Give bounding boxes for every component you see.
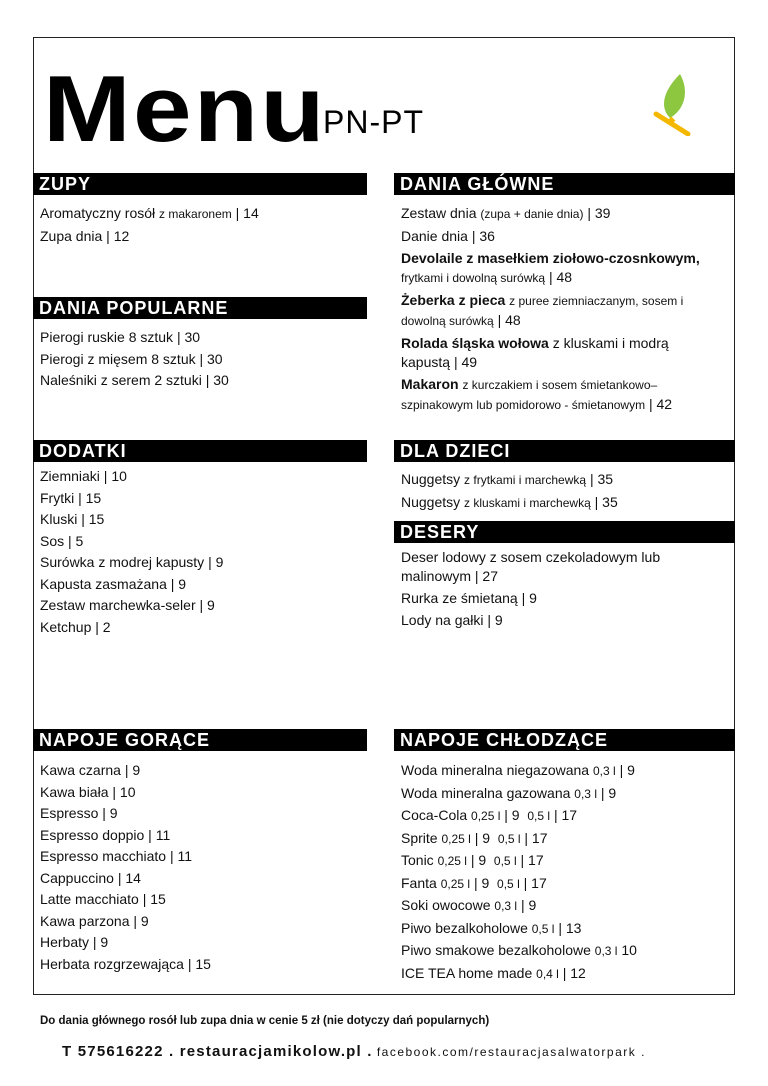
footer-note: Do dania głównego rosół lub zupa dnia w cenie 5 zł (nie dotyczy dań popularnych) — [40, 1015, 490, 1027]
list-item: Kapusta zasmażana | 9 — [40, 575, 187, 592]
item-price: | 17 — [524, 829, 548, 846]
item-size: 0,25 l — [440, 876, 471, 891]
item-name: Zestaw dnia — [401, 205, 477, 221]
list-item — [401, 204, 731, 224]
list-item: Espresso doppio | 11 — [40, 826, 171, 843]
desery-heading: DESERY — [394, 521, 735, 543]
list-item — [401, 783, 731, 806]
item-size: 0,5 l — [531, 921, 555, 936]
footer-phone-website: T 575616222 . restauracjamikolow.pl . — [62, 1043, 373, 1060]
item-price: | 42 — [648, 396, 673, 412]
list-item: Pierogi ruskie 8 sztuk | 30 — [40, 329, 201, 345]
item-price: | 12 — [106, 227, 130, 244]
dzieci-list — [401, 469, 731, 514]
glowne-list — [401, 204, 731, 418]
zupy-list — [40, 203, 360, 247]
list-item — [401, 940, 731, 963]
leaf-logo-icon — [650, 70, 696, 136]
item-name: Żeberka z pieca — [401, 292, 506, 308]
item-size: 0,25 l — [471, 809, 501, 823]
list-item: Kawa parzona | 9 — [40, 912, 149, 929]
item-size: 0,5 l — [497, 876, 520, 891]
list-item: Espresso | 9 — [40, 805, 118, 821]
dzieci-heading: DLA DZIECI — [394, 440, 735, 462]
item-name: Woda mineralna niegazowana — [401, 762, 590, 778]
list-item — [401, 918, 731, 941]
item-size: 0,3 l — [494, 899, 518, 913]
item-detail: z frytkami i marchewką — [464, 473, 587, 487]
item-price: | 49 — [453, 354, 478, 370]
list-item: Deser lodowy z sosem czekoladowym lub malinowym | 27 — [401, 549, 661, 584]
dodatki-list — [40, 466, 360, 638]
list-item: Espresso macchiato | 11 — [40, 848, 193, 864]
list-item: Frytki | 15 — [40, 489, 102, 506]
list-item: Surówka z modrej kapusty | 9 — [40, 554, 224, 570]
item-name: Danie dnia — [401, 228, 468, 244]
item-size: 0,4 l — [536, 966, 559, 981]
item-price: | 17 — [523, 874, 547, 891]
dodatki-heading: DODATKI — [33, 440, 367, 462]
list-item — [401, 492, 731, 515]
footer-contact — [62, 1043, 646, 1060]
item-price: | 9 — [474, 829, 491, 846]
item-price: | 9 — [619, 762, 635, 778]
item-name: Sprite — [401, 829, 438, 846]
gorace-list — [40, 760, 360, 975]
list-item: Kawa biała | 10 — [40, 783, 136, 800]
list-item: Kawa czarna | 9 — [40, 762, 141, 778]
item-size: 0,25 l — [441, 831, 471, 846]
zupy-heading: ZUPY — [33, 173, 367, 195]
item-name: Soki owocowe — [401, 897, 491, 913]
list-item — [401, 291, 731, 331]
popularne-heading: DANIA POPULARNE — [33, 297, 367, 319]
list-item — [401, 895, 731, 918]
item-price: | 9 — [520, 897, 537, 913]
list-item: Herbata rozgrzewająca | 15 — [40, 955, 211, 972]
item-detail: (zupa + danie dnia) — [480, 207, 584, 221]
item-price: | 39 — [587, 205, 611, 221]
list-item: Kluski | 15 — [40, 511, 105, 527]
item-name: Coca-Cola — [401, 807, 468, 823]
item-name: Aromatyczny rosół — [40, 205, 156, 221]
item-name: ICE TEA home made — [401, 964, 533, 981]
list-item — [401, 760, 731, 783]
chlodzace-list — [401, 760, 731, 985]
desery-list — [401, 548, 726, 633]
page-subtitle: PN-PT — [323, 104, 424, 140]
list-item — [401, 873, 731, 896]
item-size: 0,5 l — [497, 831, 521, 846]
item-name: Devolaile z masełkiem ziołowo-czosnkowym, — [401, 250, 700, 266]
item-price: | 13 — [558, 919, 582, 936]
item-price: | 9 — [504, 807, 520, 823]
list-item: Rurka ze śmietaną | 9 — [401, 590, 537, 606]
item-name: Rolada śląska wołowa — [401, 335, 549, 351]
item-detail: z kurczakiem i sosem śmietankowo–szpinakowym lub pomidorowo - śmietanowym — [401, 378, 658, 412]
list-item — [401, 227, 731, 246]
item-price: | 35 — [594, 493, 618, 510]
item-detail: z makaronem — [159, 207, 232, 221]
item-name: Piwo smakowe bezalkoholowe — [401, 942, 591, 958]
item-size: 0,3 l — [592, 764, 616, 778]
item-name: Tonic — [401, 852, 434, 868]
list-item: Lody na gałki | 9 — [401, 612, 503, 628]
item-size: 0,3 l — [574, 786, 597, 801]
list-item: Cappuccino | 14 — [40, 869, 141, 886]
list-item: Latte macchiato | 15 — [40, 891, 166, 907]
item-price: | 36 — [471, 228, 495, 244]
list-item — [401, 375, 716, 415]
list-item — [401, 469, 731, 492]
list-item — [401, 850, 731, 873]
page-title: Menu — [43, 56, 327, 161]
item-detail: z kluskami i modrą kapustą — [401, 335, 669, 370]
item-price: | 14 — [235, 205, 259, 221]
item-price: | 48 — [548, 269, 573, 285]
list-item: Naleśniki z serem 2 sztuki | 30 — [40, 372, 229, 388]
chlodzace-heading: NAPOJE CHŁODZĄCE — [394, 729, 735, 751]
list-item: Sos | 5 — [40, 532, 84, 549]
item-price: 10 — [621, 942, 637, 958]
item-price: | 17 — [553, 807, 578, 823]
item-price: | 9 — [473, 874, 490, 891]
item-price: | 35 — [589, 471, 614, 487]
item-size: 0,25 l — [437, 854, 467, 868]
item-name: Makaron — [401, 376, 459, 392]
item-name: Woda mineralna gazowana — [401, 784, 571, 801]
item-name: Piwo bezalkoholowe — [401, 919, 528, 936]
list-item — [401, 963, 731, 986]
item-price: | 9 — [600, 784, 617, 801]
item-price: | 17 — [520, 852, 544, 868]
list-item: Herbaty | 9 — [40, 934, 109, 950]
list-item — [40, 203, 360, 226]
item-detail: z puree ziemniaczanym, sosem i dowolną surówką — [401, 294, 684, 328]
list-item — [401, 828, 731, 851]
list-item: Pierogi z mięsem 8 sztuk | 30 — [40, 350, 223, 367]
list-item: Ketchup | 2 — [40, 618, 111, 635]
footer-facebook: facebook.com/restauracjasalwatorpark . — [376, 1045, 646, 1059]
item-price: | 48 — [497, 312, 521, 328]
item-size: 0,5 l — [527, 809, 551, 823]
item-size: 0,5 l — [493, 854, 517, 868]
item-size: 0,3 l — [594, 944, 618, 958]
item-name: Fanta — [401, 874, 437, 891]
item-name: Nuggetsy — [401, 471, 461, 487]
list-item — [401, 249, 701, 288]
list-item: Zestaw marchewka-seler | 9 — [40, 597, 215, 613]
item-name: Nuggetsy — [401, 493, 461, 510]
popularne-list — [40, 327, 360, 392]
item-price: | 9 — [470, 852, 487, 868]
item-price: | 12 — [562, 964, 586, 981]
item-detail: frytkami i dowolną surówką — [401, 271, 546, 285]
list-item — [401, 805, 731, 828]
glowne-heading: DANIA GŁÓWNE — [394, 173, 735, 195]
gorace-heading: NAPOJE GORĄCE — [33, 729, 367, 751]
list-item: Ziemniaki | 10 — [40, 468, 127, 484]
item-detail: z kluskami i marchewką — [464, 495, 591, 510]
item-name: Zupa dnia — [40, 227, 103, 244]
list-item — [40, 226, 360, 248]
list-item — [401, 334, 711, 372]
